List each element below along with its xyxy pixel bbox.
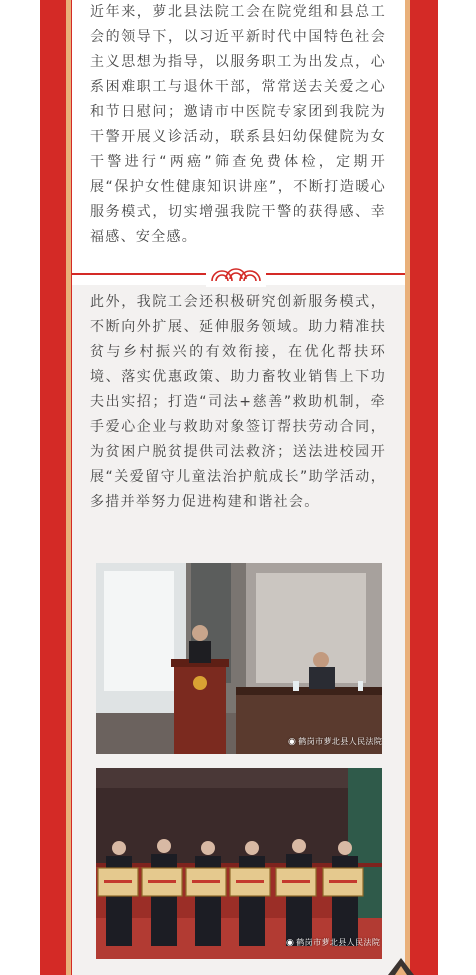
cloud-ornament-icon (206, 257, 266, 287)
article-paragraph-2: 此外，我院工会还积极研究创新服务模式，不断向外扩展、延伸服务领域。助力精准扶贫与乡村振兴的有效衔接，在优化帮扶环境、落实优惠政策、助力畜牧业销售上下功夫出实招；打造“司法+慈善”救助机制，牵手爱心企业与救助对象签订帮扶劳动合同，为贫困户脱贫提供司法救济；送法进校园开展“关爱留守儿童法治护航成长”助学活动，多措并举努力促进构建和谐社会。 (90, 294, 386, 510)
corner-ornament-icon (386, 950, 416, 975)
right-gold-stripe (405, 0, 410, 975)
photo-2-watermark: ◉ 鹤岗市萝北县人民法院 (286, 938, 381, 948)
photo-1-watermark: ◉ 鹤岗市萝北县人民法院 (288, 737, 383, 747)
meeting-speech-photo (96, 563, 382, 754)
award-group-photo (96, 768, 382, 959)
article-paragraph-1: 近年来，萝北县法院工会在院党组和县总工会的领导下，以习近平新时代中国特色社会主义思想为指导，以服务职工为出发点，心系困难职工与退休干部，常常送去关爱之心和节日慰问；邀请市中医院专家团到我院为干警开展义诊活动，联系县妇幼保健院为女干警进行“两癌”筛查免费体检，定期开展“保护女性健康知识讲座”，不断打造暖心服务模式，切实增强我院干警的获得感、幸福感、安全感。 (90, 4, 386, 245)
left-gold-stripe (66, 0, 71, 975)
wechat-icon: ◉ (288, 737, 297, 747)
wechat-icon: ◉ (286, 938, 295, 948)
